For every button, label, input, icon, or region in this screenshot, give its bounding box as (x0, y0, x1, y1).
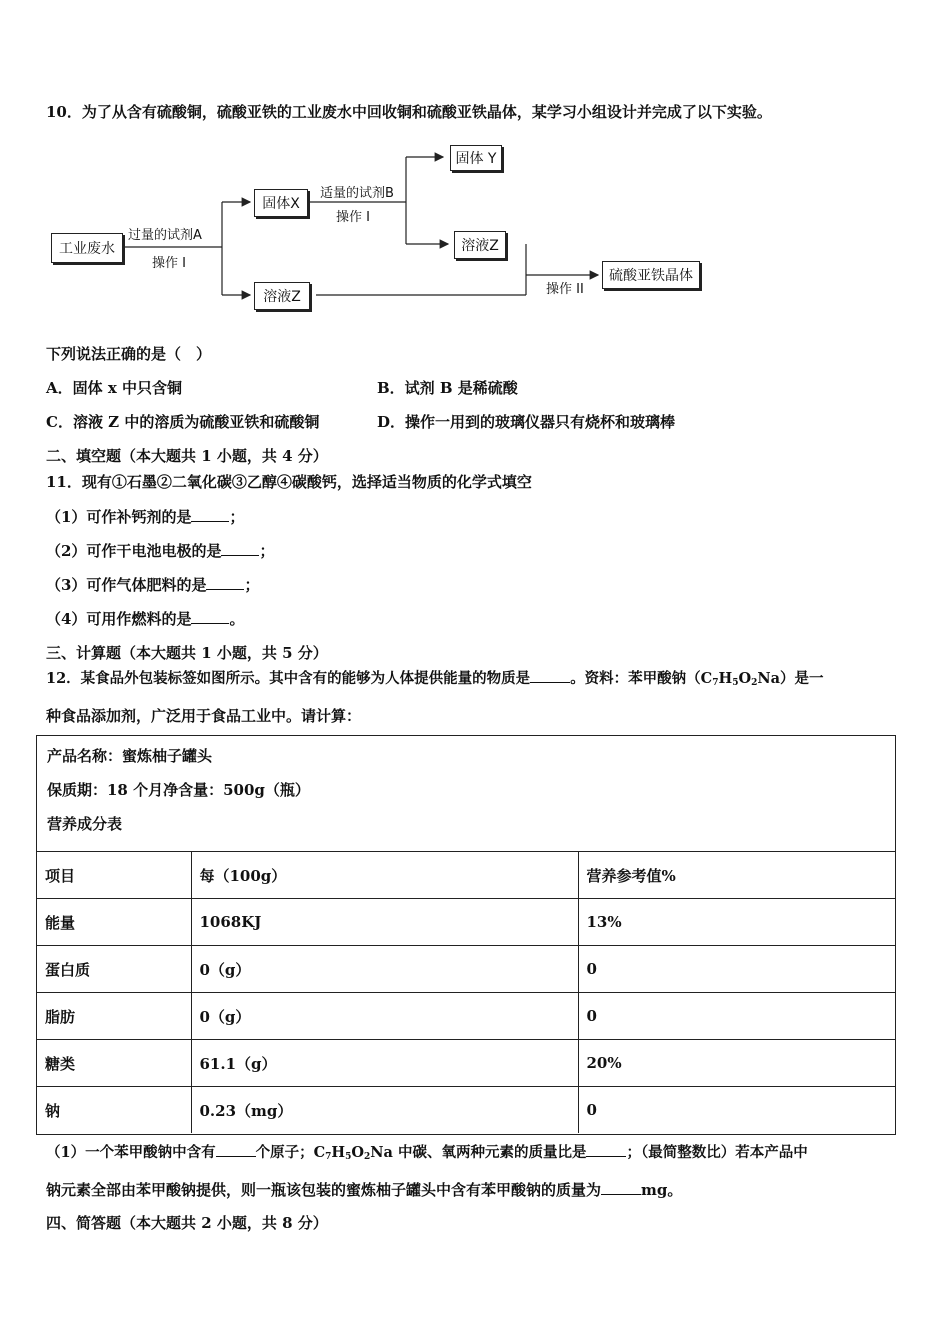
table-cell: 0 (578, 946, 895, 993)
label-op1-b: 操作 I (336, 210, 370, 225)
q12-stem-line2: 种食品添加剂，广泛用于食品工业中。请计算： (46, 707, 362, 725)
table-row (37, 899, 895, 946)
q10-question: 下列说法正确的是（ ） (46, 345, 212, 363)
answer-blank[interactable] (221, 541, 259, 556)
box-source: 工业废水 (51, 233, 123, 263)
box-solid-y: 固体 Y (450, 145, 502, 171)
label-op2: 操作 II (546, 282, 584, 297)
table-row (37, 1087, 895, 1134)
table-cell: 13% (578, 899, 895, 946)
answer-blank[interactable] (601, 1180, 641, 1195)
table-cell: 0 (578, 1087, 895, 1134)
table-cell: 1068KJ (191, 899, 578, 946)
table-cell: 0 (578, 993, 895, 1040)
column-header: 营养参考值% (578, 852, 895, 899)
table-cell: 61.1（g） (191, 1040, 578, 1087)
answer-blank[interactable] (586, 1142, 626, 1157)
section-3-title: 三、计算题（本大题共 1 小题，共 5 分） (46, 644, 328, 662)
box-solution-z-lower: 溶液Z (254, 282, 310, 310)
table-cell: 0（g） (191, 993, 578, 1040)
q11-item-1: （1）可作补钙剂的是 ； (46, 508, 245, 526)
nutrition-table (37, 851, 895, 1133)
answer-blank[interactable] (216, 1142, 256, 1157)
q10-option-d: D．操作一用到的玻璃仪器只有烧杯和玻璃棒 (377, 413, 676, 431)
column-header: 项目 (37, 852, 191, 899)
table-row (37, 946, 895, 993)
table-cell: 20% (578, 1040, 895, 1087)
table-cell: 0（g） (191, 946, 578, 993)
table-cell: 能量 (37, 899, 191, 946)
table-row (37, 1040, 895, 1087)
q10-option-a: A．固体 x 中只含铜 (46, 379, 183, 397)
box-solution-z-upper: 溶液Z (454, 231, 506, 259)
q11-item-2: （2）可作干电池电极的是 ； (46, 542, 275, 560)
table-cell: 脂肪 (37, 993, 191, 1040)
answer-blank[interactable] (530, 668, 570, 683)
food-label (36, 735, 896, 1135)
q11-stem: 11．现有①石墨②二氧化碳③乙醇④碳酸钙，选择适当物质的化学式填空 (46, 473, 532, 491)
label-op1-a: 操作 I (152, 256, 186, 271)
section-2-title: 二、填空题（本大题共 1 小题，共 4 分） (46, 447, 328, 465)
box-crystal: 硫酸亚铁晶体 (602, 261, 700, 289)
product-name: 产品名称：蜜炼柚子罐头 (47, 747, 213, 765)
box-solid-x: 固体X (254, 189, 308, 217)
table-cell: 蛋白质 (37, 946, 191, 993)
q12-stem-line1: 12．某食品外包装标签如图所示。其中含有的能够为人体提供能量的物质是 。资料：苯甲酸钠$(C_7H_5O_2Na)$是一 (46, 670, 824, 688)
answer-blank[interactable] (191, 507, 229, 522)
table-header-row (37, 852, 895, 899)
q10-option-b: B．试剂 B 是稀硫酸 (377, 379, 518, 397)
section-4-title: 四、简答题（本大题共 2 小题，共 8 分） (46, 1214, 328, 1232)
answer-blank[interactable] (191, 609, 229, 624)
q10-option-c: C．溶液 Z 中的溶质为硫酸亚铁和硫酸铜 (46, 413, 320, 431)
nutrition-table-title: 营养成分表 (47, 815, 123, 833)
q11-item-4: （4）可用作燃料的是 。 (46, 610, 245, 628)
shelf-life: 保质期：18 个月净含量：500g（瓶） (47, 781, 310, 799)
table-cell: 糖类 (37, 1040, 191, 1087)
answer-blank[interactable] (206, 575, 244, 590)
table-row (37, 993, 895, 1040)
table-cell: 钠 (37, 1087, 191, 1134)
q11-item-3: （3）可作气体肥料的是 ； (46, 576, 260, 594)
flow-diagram (40, 140, 720, 320)
label-reagent-b: 适量的试剂B (320, 186, 394, 201)
table-cell: 0.23（mg） (191, 1087, 578, 1134)
column-header: 每（100g） (191, 852, 578, 899)
label-reagent-a: 过量的试剂A (128, 228, 202, 243)
q12-sub1: （1）一个苯甲酸钠中含有 个原子；$C_7H_5O_2Na$ 中碳、氧两种元素的质量比是 ；（最简整数比）若本产品中 (46, 1144, 808, 1162)
q12-sub2: 钠元素全部由苯甲酸钠提供，则一瓶该包装的蜜炼柚子罐头中含有苯甲酸钠的质量为 mg。 (46, 1181, 683, 1199)
q10-stem: 10．为了从含有硫酸铜，硫酸亚铁的工业废水中回收铜和硫酸亚铁晶体，某学习小组设计并完成了以下实验。 (46, 103, 772, 121)
